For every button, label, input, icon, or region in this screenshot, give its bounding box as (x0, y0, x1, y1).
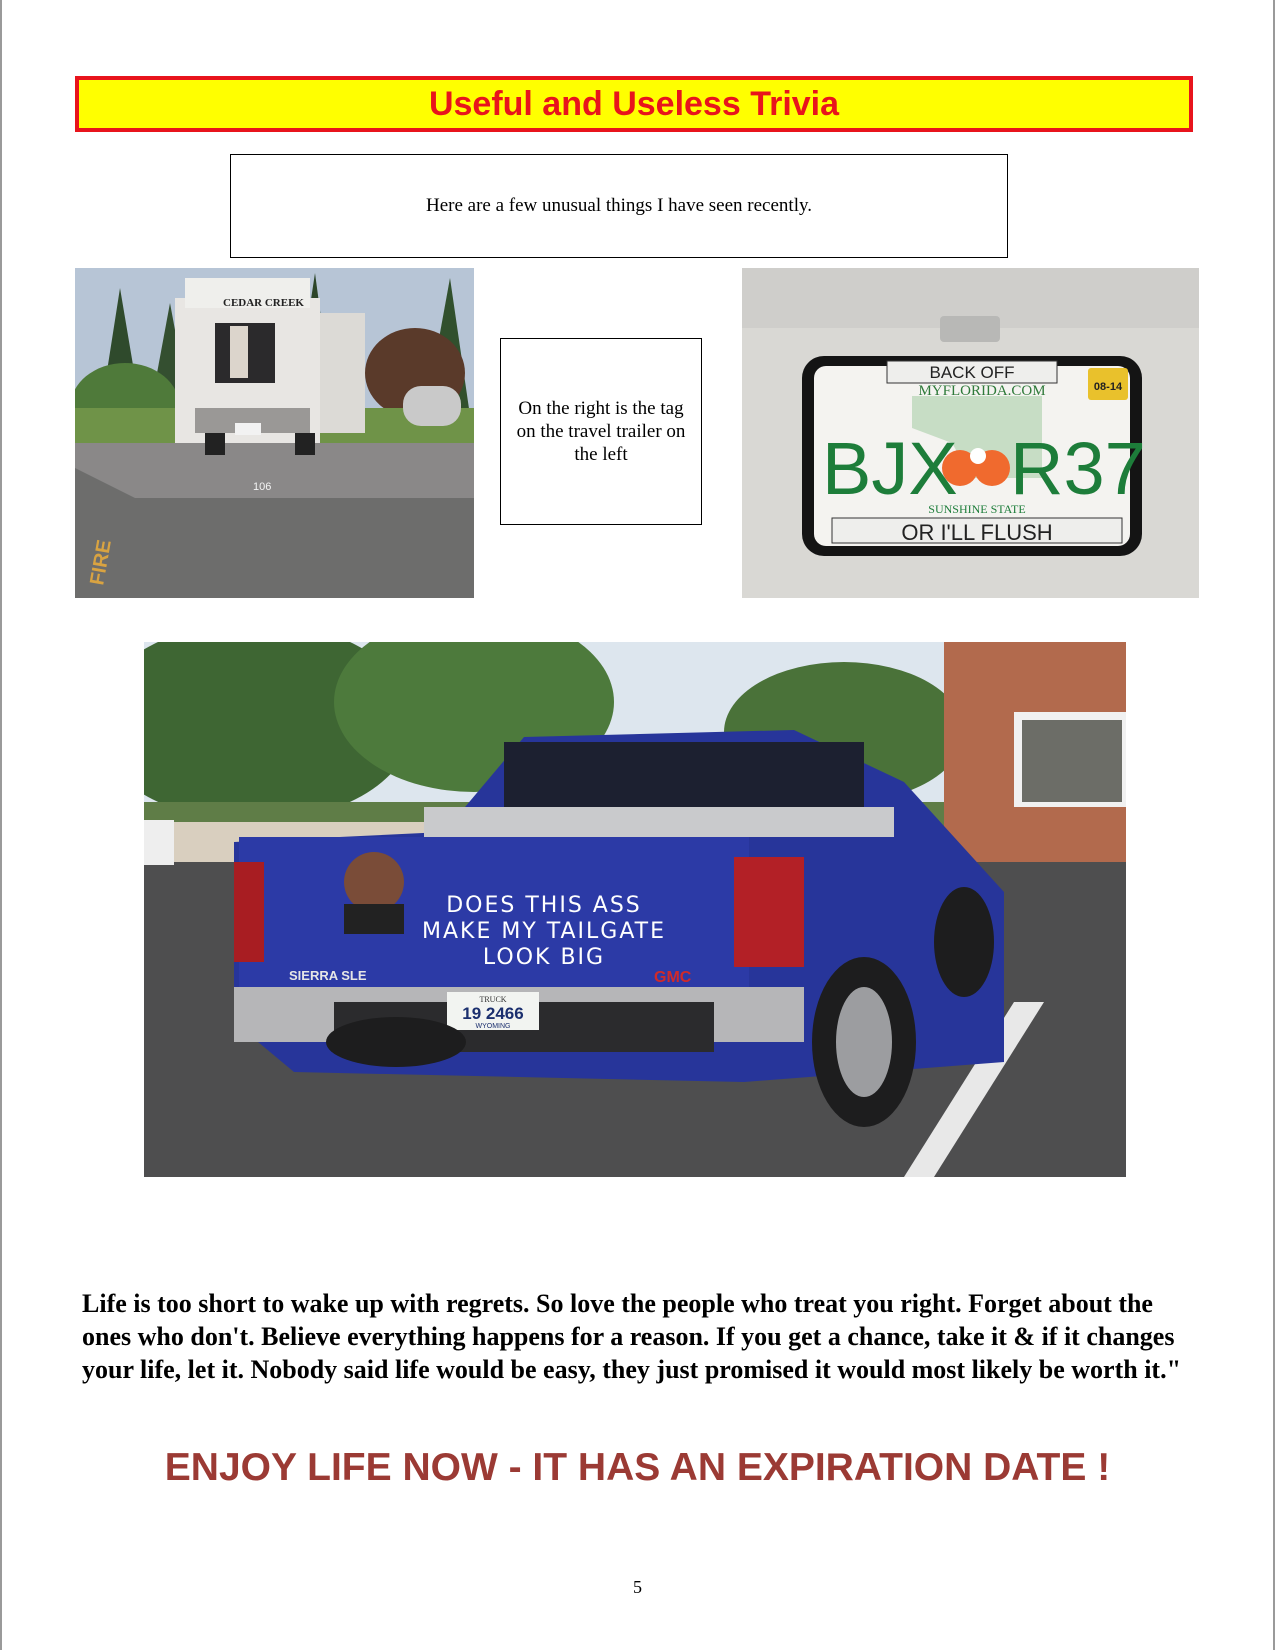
intro-box (230, 154, 1008, 258)
plate-sticker-text: 08-14 (1093, 381, 1123, 393)
plate-right-text: R37 (1010, 427, 1146, 510)
intro-text: Here are a few unusual things I have seen recently. (426, 195, 812, 216)
caption-text: On the right is the tag on the travel trailer on the left (516, 398, 686, 465)
page-left-edge (0, 0, 2, 1650)
curb-text: FIRE (86, 538, 116, 587)
frame-bottom-text: OR I'LL FLUSH (901, 520, 1053, 545)
truck-plate-state: WYOMING (475, 1023, 511, 1030)
plate-site-text: MYFLORIDA.COM (918, 383, 1046, 399)
decal-line-1: DOES THIS ASS (446, 893, 642, 918)
frame-top-text: BACK OFF (929, 363, 1015, 382)
decal-line-2: MAKE MY TAILGATE (421, 919, 667, 944)
decal-line-3: LOOK BIG (482, 945, 606, 970)
plate-motto-text: SUNSHINE STATE (928, 502, 1026, 516)
truck-model-text: SIERRA SLE (289, 968, 367, 983)
truck-brand-text: GMC (654, 969, 692, 986)
page-number: 5 (633, 1577, 642, 1597)
page-title: Useful and Useless Trivia (428, 84, 840, 123)
title-banner (75, 76, 1193, 132)
truck-plate-number: 19 2466 (462, 1004, 524, 1023)
truck-photo (144, 642, 1126, 1177)
quote-text: Life is too short to wake up with regrets. So love the people who treat you right. Forget about the ones who don't. Believe everything happens for a reason. If you get a chance, take it & if it changes your life, let it. Nobody said life would be easy, they just promised it would most likely be worth it." (82, 1289, 1182, 1384)
caption-box (500, 338, 702, 525)
truck-plate-type: TRUCK (479, 995, 507, 1004)
plate-left-text: BJX (822, 427, 958, 510)
trailer-brand-text: CEDAR CREEK (223, 297, 304, 309)
plate-photo (742, 268, 1199, 598)
slogan-text: ENJOY LIFE NOW - IT HAS AN EXPIRATION DATE ! (164, 1446, 1111, 1489)
site-number-text: 106 (253, 481, 272, 493)
rv-photo (75, 268, 474, 598)
